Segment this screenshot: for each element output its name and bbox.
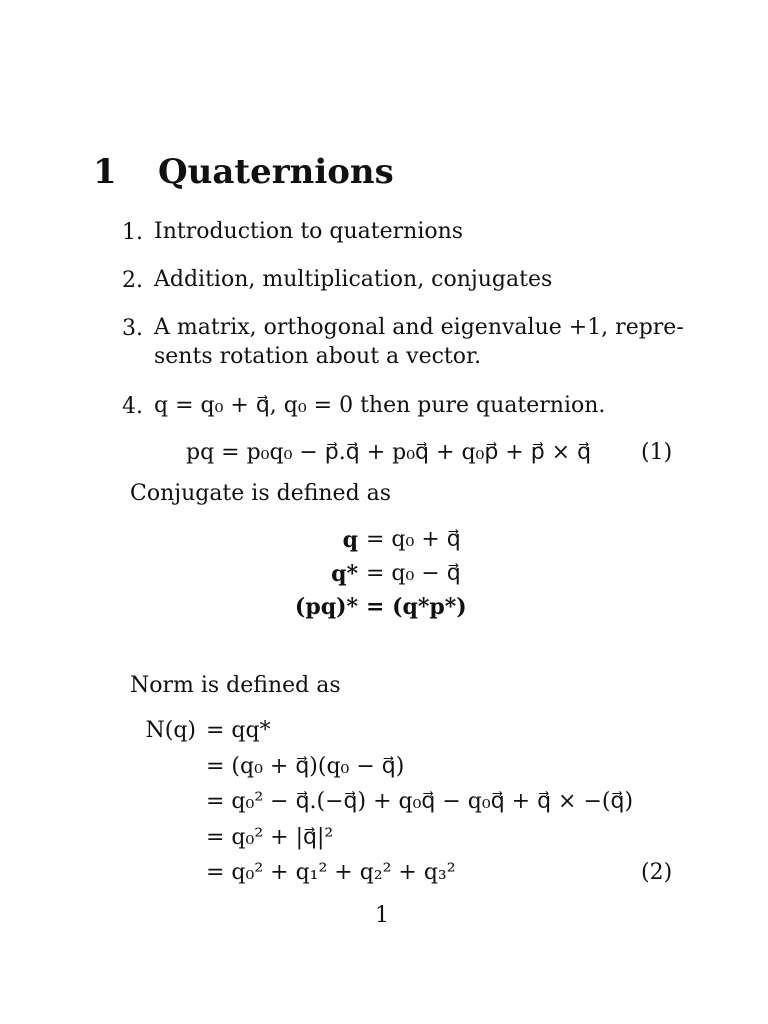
norm-eq-rhs: = (q₀ + q⃗)(q₀ − q⃗) (206, 754, 405, 779)
conjugate-intro: Conjugate is defined as (130, 481, 392, 506)
list-item-line-1: A matrix, orthogonal and eigenvalue +1, repre- (154, 315, 684, 340)
section-title: Quaternions (158, 152, 394, 192)
list-item: q = q₀ + q⃗, q₀ = 0 then pure quaternion. (154, 393, 606, 418)
conjugate-eq-lhs: q (342, 527, 358, 553)
norm-eq-lhs: N(q) (145, 718, 196, 743)
list-item-number: 3. (122, 316, 143, 341)
equation-1-number: (1) (641, 440, 673, 465)
norm-intro: Norm is defined as (130, 673, 341, 698)
norm-eq-rhs: = q₀² + q₁² + q₂² + q₃² (206, 860, 456, 885)
conjugate-eq-lhs: q* (331, 561, 358, 587)
conjugate-eq-rhs: = (q*p*) (366, 594, 467, 620)
norm-eq-rhs: = q₀² + |q⃗|² (206, 825, 334, 850)
conjugate-eq-rhs: = q₀ − q⃗ (366, 561, 461, 586)
equation-2-number: (2) (641, 860, 673, 885)
norm-eq-rhs: = qq* (206, 718, 271, 743)
list-item-number: 1. (122, 220, 143, 245)
list-item-number: 2. (122, 268, 143, 293)
equation-1: pq = p₀q₀ − p⃗.q⃗ + p₀q⃗ + q₀p⃗ + p⃗ × q⃗ (186, 440, 592, 465)
list-item: Addition, multiplication, conjugates (154, 267, 553, 292)
page-number: 1 (375, 903, 389, 928)
conjugate-eq-lhs: (pq)* (294, 594, 358, 620)
list-item-number: 4. (122, 394, 143, 419)
conjugate-eq-rhs: = q₀ + q⃗ (366, 527, 461, 552)
section-number: 1 (93, 152, 117, 192)
list-item-line-2: sents rotation about a vector. (154, 344, 482, 369)
list-item: Introduction to quaternions (154, 219, 464, 244)
norm-eq-rhs: = q₀² − q⃗.(−q⃗) + q₀q⃗ − q₀q⃗ + q⃗ × −(q⃗) (206, 789, 634, 814)
